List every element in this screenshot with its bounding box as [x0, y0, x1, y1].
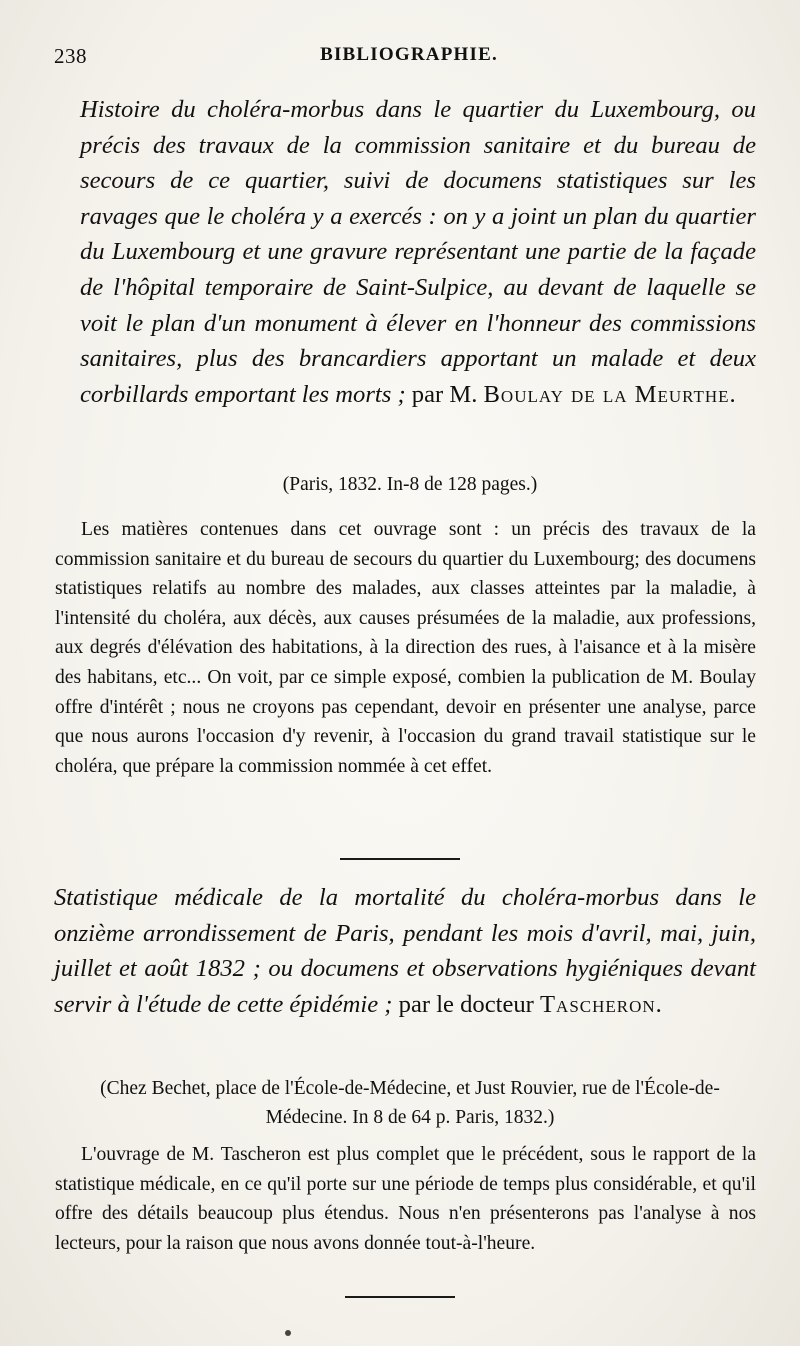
page-header — [54, 44, 764, 74]
entry-2-byline: par le docteur — [398, 990, 534, 1018]
entry-2-title-block — [54, 880, 756, 1022]
section-divider — [340, 858, 460, 860]
page-number: 238 — [54, 44, 87, 68]
entry-1-title: Histoire du choléra-morbus dans le quartier du Luxembourg, ou précis des travaux de la commission sanitaire et du bureau de secours de ce quartier, suivi de documens statistiques sur les ravages que le choléra y a exercés : on y a joint un plan du quartier du Luxembourg et une gravure représentant une partie de la façade de l'hôpital temporaire de Saint-Sulpice, au devant de laquelle se voit le plan d'un monument à élever en l'honneur des commissions sanitaires, plus des brancardiers apportant un malade et deux corbillards emportant les morts ; — [80, 96, 756, 408]
entry-1-author: Boulay de la Meurthe. — [483, 380, 737, 408]
entry-2-title: Statistique médicale de la mortalité du choléra-morbus dans le onzième arrondissement de Paris, pendant les mois d'avril, mai, juin, juillet et août 1832 ; ou documens et observations hygiéniques devant servir à l'étude de cette épidémie ; — [54, 884, 756, 1018]
entry-1-title-block — [80, 92, 756, 412]
running-head: BIBLIOGRAPHIE. — [320, 44, 498, 65]
end-divider — [345, 1296, 455, 1298]
entry-2-pubinfo: (Chez Bechet, place de l'École-de-Médecine, et Just Rouvier, rue de l'École-de-Médecine. In 8 de 64 p. Paris, 1832.) — [100, 1078, 720, 1128]
entry-2-author: Tascheron. — [540, 990, 663, 1018]
page-mark-dot — [285, 1330, 291, 1336]
entry-1-byline: par M. — [411, 380, 478, 408]
entry-1-pubinfo: (Paris, 1832. In-8 de 128 pages.) — [282, 474, 538, 495]
entry-1-body: Les matières contenues dans cet ouvrage sont : un précis des travaux de la commission sanitaire et du bureau de secours du quartier du Luxembourg; des documens statistiques relatifs au nombre des malades, aux classes atteintes par la maladie, à l'intensité du choléra, aux décès, aux causes présumées de la maladie, aux professions, aux degrés d'élévation des habitations, à la direction des rues, à l'aisance et à la misère des habitans, etc... On voit, par ce simple exposé, combien la publication de M. Boulay offre d'intérêt ; nous ne croyons pas cependant, devoir en présenter une analyse, parce que nous aurons l'occasion d'y revenir, à l'occasion du grand travail statistique sur le choléra, que prépare la commission nommée à cet effet. — [55, 519, 756, 777]
entry-2-body: L'ouvrage de M. Tascheron est plus complet que le précédent, sous le rapport de la statistique médicale, en ce qu'il porte sur une période de temps plus considérable, et qu'il offre des détails beaucoup plus étendus. Nous n'en présenterons pas l'analyse à nos lecteurs, pour la raison que nous avons donnée tout-à-l'heure. — [55, 1144, 756, 1254]
